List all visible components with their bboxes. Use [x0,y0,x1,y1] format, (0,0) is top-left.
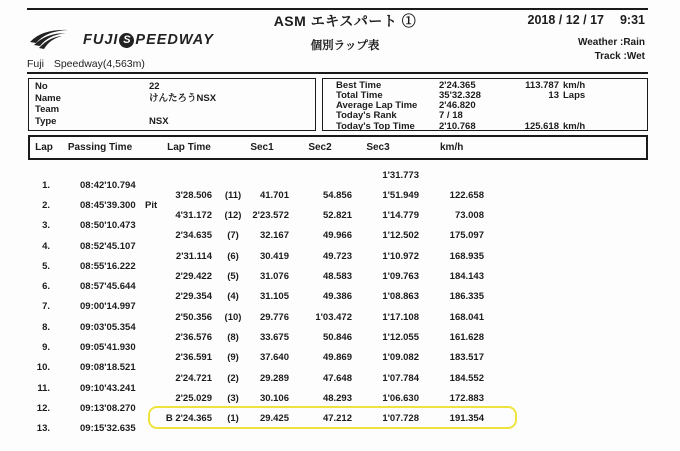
column-header-sec1: Sec1 [250,142,274,153]
passing-time: 09:03'05.354 [80,321,136,333]
driver-no-label: No [35,81,48,92]
passing-time: 08:57'45.644 [80,281,136,293]
kmh-value: 184.143 [449,271,484,282]
passing-time: 08:42'10.794 [80,179,136,191]
passing-time: 08:50'10.473 [80,220,136,232]
sec3-value: 1'17.108 [382,311,419,323]
lap-row [0,423,680,434]
column-header-lap: Lap [35,142,53,153]
kmh-value: 175.097 [449,230,484,242]
lap-rank: (7) [227,230,239,242]
lap-time: 2'24.721 [175,372,212,384]
column-header-passing-time: Passing Time [67,142,133,153]
sec2-value: 49.723 [322,250,352,262]
lap-rank: (4) [227,291,239,303]
sec3-value: 1'08.863 [382,291,419,303]
sec3-value: 1'12.502 [382,230,419,242]
driver-team-label: Team [35,104,60,116]
summary-value: 7 / 18 [439,110,463,122]
sec1-value: 30.419 [259,250,289,262]
kmh-value: 161.628 [449,331,484,343]
lap-number: 4. [42,240,50,252]
sec1-value: 2'23.572 [252,210,289,222]
session-date: 2018 / 12 / 17 [527,13,604,27]
sec3-value: 1'51.949 [382,189,419,201]
passing-time: 09:08'18.521 [80,362,136,374]
driver-name-value: けんたろうNSX [149,92,217,104]
passing-time: 08:52'45.107 [80,240,136,252]
lap-rank: (5) [227,271,239,282]
passing-time: 09:10'43.241 [80,382,136,394]
logo-s-emblem: S [119,33,134,48]
sec2-value: 48.583 [322,271,352,282]
sec3-value: 1'31.773 [382,169,419,181]
kmh-value: 184.552 [449,372,484,384]
sec2-value: 49.966 [322,230,352,242]
kmh-value: 183.517 [449,352,484,364]
passing-time: 09:05'41.930 [80,342,136,354]
sec1-value: 31.076 [259,271,289,282]
driver-name-label: Name [35,92,61,104]
sec3-value: 1'10.972 [382,250,419,262]
sec1-value: 37.640 [259,352,289,364]
kmh-value: 172.883 [449,392,484,404]
sec1-value: 41.701 [259,189,289,201]
sec2-value: 47.648 [322,372,352,384]
lap-number: 10. [36,362,50,374]
lap-rank: (10) [224,311,242,323]
lap-time: 4'31.172 [175,210,212,222]
sec2-value: 52.821 [322,210,352,222]
summary-unit: km/h [563,79,586,91]
passing-time: 08:55'16.222 [80,260,136,272]
sec2-value: 49.386 [322,291,352,303]
lap-time: 2'34.635 [175,230,212,242]
track-status: Track :Wet [594,51,645,62]
summary-unit: km/h [563,120,586,132]
lap-number: 9. [42,342,50,354]
sec2-value: 49.869 [322,352,352,364]
passing-time: 09:15'32.635 [80,423,136,435]
kmh-value: 73.008 [454,210,484,222]
passing-time: 09:13'08.270 [80,402,136,414]
sec3-value: 1'14.779 [382,210,419,222]
lap-time: 3'28.506 [175,189,212,201]
lap-time: 2'25.029 [175,392,212,404]
sec3-value: 1'07.728 [382,413,419,425]
kmh-value: 168.041 [449,311,484,323]
lap-number: 13. [36,423,50,435]
summary-unit: Laps [563,89,586,101]
passing-time: 09:00'14.997 [80,301,136,313]
page-subtitle: 個別ラップ表 [310,40,380,52]
lap-number: 6. [42,281,50,293]
sec2-value: 47.212 [322,413,352,425]
summary-extra-value: 13 [548,89,559,101]
driver-type-value: NSX [149,116,169,128]
lap-time: 2'36.576 [175,331,212,343]
sec1-value: 29.289 [259,372,289,384]
weather-status: Weather :Rain [577,37,645,48]
course-name: Fuji Speedway(4,563m) [27,58,145,70]
page-title: ASM エキスパート ① [273,13,417,29]
lap-rank: (11) [224,189,242,201]
sec2-value: 48.293 [322,392,352,404]
lap-rank: (12) [224,210,242,222]
summary-value: 2'10.768 [439,120,476,132]
sec3-value: 1'09.082 [382,352,419,364]
lap-number: 5. [42,260,50,272]
pit-flag: Pit [145,199,158,211]
kmh-value: 186.335 [449,291,484,303]
sec3-value: 1'12.055 [382,331,419,343]
passing-time: 08:45'39.300 [80,199,136,211]
kmh-value: 191.354 [449,413,484,425]
lap-rank: (8) [227,331,239,343]
lap-rank: (2) [227,372,239,384]
kmh-value: 122.658 [449,189,484,201]
sec1-value: 29.425 [259,413,289,425]
sec1-value: 30.106 [259,392,289,404]
sec1-value: 32.167 [259,230,289,242]
driver-no-value: 22 [149,81,160,92]
summary-label: Average Lap Time [336,100,418,112]
column-header-lap-time: Lap Time [167,142,211,153]
lap-number: 8. [42,321,50,333]
summary-extra-value: 125.618 [524,120,559,132]
summary-value: 2'24.365 [439,79,476,91]
column-header-sec2: Sec2 [308,142,332,153]
column-header-sec3: Sec3 [366,142,390,153]
lap-time: 2'29.422 [175,271,212,282]
session-time: 9:31 [619,13,645,27]
lap-rank: (9) [227,352,239,364]
summary-label: Total Time [336,89,383,101]
sec1-value: 33.675 [259,331,289,343]
lap-time: 2'29.354 [175,291,212,303]
lap-time: 2'50.356 [175,311,212,323]
sec2-value: 1'03.472 [315,311,352,323]
lap-number: 1. [42,179,50,191]
lap-number: 11. [37,382,50,394]
lap-time: 2'36.591 [175,352,212,364]
kmh-value: 168.935 [449,250,484,262]
summary-label: Best Time [336,79,382,91]
sec3-value: 1'09.763 [382,271,419,282]
sec1-value: 31.105 [259,291,289,303]
lap-number: 3. [42,220,50,232]
summary-extra-value: 113.787 [525,79,559,91]
lap-rank: (1) [227,413,239,425]
summary-value: 35'32.328 [439,89,481,101]
column-header-kmh: km/h [440,142,464,153]
lap-rank: (6) [227,250,239,262]
lap-number: 7. [42,301,50,313]
sec1-value: 29.776 [259,311,289,323]
lap-time: 2'31.114 [175,250,212,262]
sec3-value: 1'06.630 [382,392,419,404]
summary-label: Today's Top Time [336,120,415,132]
sec2-value: 54.856 [322,189,352,201]
summary-label: Today's Rank [336,110,397,122]
lap-rank: (3) [227,392,239,404]
logo-text-peedway: PEEDWAY [135,32,214,48]
lap-number: 2. [42,199,50,211]
driver-type-label: Type [35,116,57,128]
sec3-value: 1'07.784 [382,372,419,384]
summary-value: 2'46.820 [439,100,476,112]
sec2-value: 50.846 [322,331,352,343]
logo-text-fuji: FUJI [83,32,119,48]
lap-number: 12. [36,402,50,414]
lap-time: B 2'24.365 [165,413,212,425]
